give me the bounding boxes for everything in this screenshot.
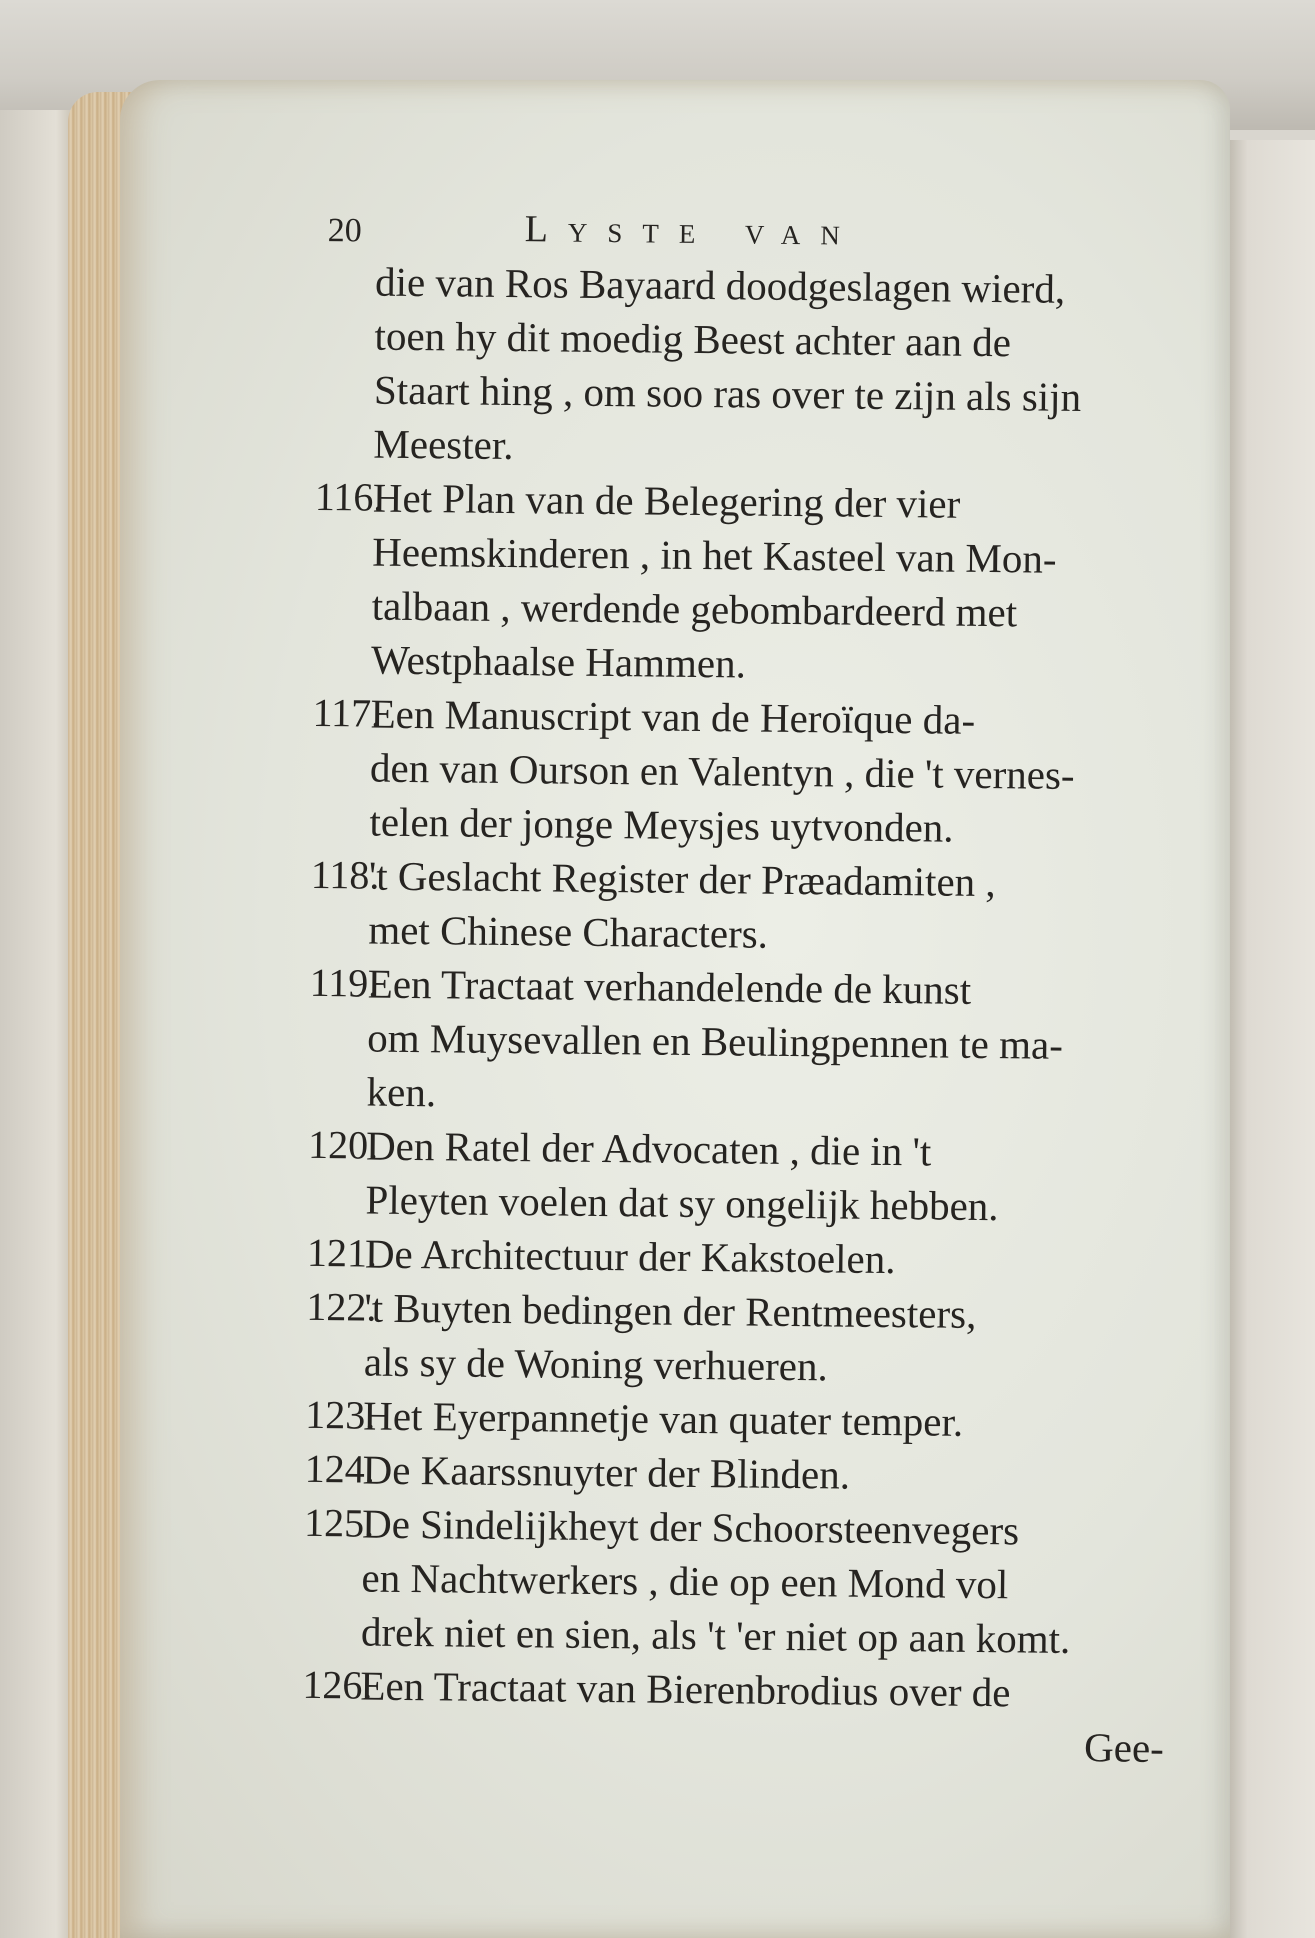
list-entry-121 xyxy=(306,1226,1190,1289)
list-entry-123 xyxy=(307,1388,1188,1451)
text-line: De Kaarssnuyter der Blinden. xyxy=(362,1446,851,1498)
text-line: die van Ros Bayaard doodgeslagen wierd, xyxy=(374,258,1066,312)
list-entry-116 xyxy=(315,470,1197,695)
text-line: toen hy dit moedig Beest achter aan de xyxy=(374,312,1012,366)
list-entry-125 xyxy=(305,1496,1187,1667)
list-entry-118 xyxy=(312,848,1193,965)
entry-number: 124. xyxy=(304,1445,375,1492)
text-line: Een Tractaat verhandelende de kunst xyxy=(367,960,972,1013)
entry-number: 122. xyxy=(306,1283,377,1330)
list-entry-119 xyxy=(310,956,1192,1127)
text-line: De Sindelijkheyt der Schoorsteenvegers xyxy=(361,1500,1020,1554)
text-line: telen der jonge Meysjes uytvonden. xyxy=(369,798,954,851)
entry-number: 116. xyxy=(314,473,384,520)
list-entry-117 xyxy=(313,686,1195,857)
text-line: Een Tractaat van Bierenbrodius over de xyxy=(360,1662,1011,1716)
catchword: Gee- xyxy=(1083,1724,1165,1771)
entry-number: 118. xyxy=(310,851,380,898)
text-line: Den Ratel der Advocaten , die in 't xyxy=(365,1122,932,1175)
text-line: om Muysevallen en Beulingpennen te ma- xyxy=(366,1014,1064,1068)
entry-number: 126. xyxy=(302,1661,373,1708)
facing-page-edge xyxy=(1225,140,1315,1938)
text-line: Meester. xyxy=(373,420,514,469)
text-line: en Nachtwerkers , die op een Mond vol xyxy=(361,1554,1009,1608)
text-line: Het Eyerpannetje van quater temper. xyxy=(363,1392,964,1445)
text-line: Heemskinderen , in het Kasteel van Mon- xyxy=(372,528,1057,582)
list-entry-126 xyxy=(304,1658,1185,1721)
text-line: De Architectuur der Kakstoelen. xyxy=(364,1230,896,1283)
text-line: talbaan , werdende gebombardeerd met xyxy=(371,582,1018,636)
text-line: Staart hing , om soo ras over te zijn als sijn xyxy=(373,366,1082,420)
entry-number: 120. xyxy=(307,1121,379,1168)
text-line: 't Geslacht Register der Præadamiten , xyxy=(368,852,996,906)
text-line: Westphaalse Hammen. xyxy=(370,636,747,687)
list-entry-124 xyxy=(306,1442,1187,1505)
entry-number: 125. xyxy=(303,1499,375,1546)
text-line: met Chinese Characters. xyxy=(368,906,769,957)
list-entry-122 xyxy=(308,1280,1189,1397)
entry-number: 123. xyxy=(305,1391,376,1438)
text-line: den van Ourson en Valentyn , die 't vernes- xyxy=(369,744,1075,798)
page-number: 20 xyxy=(327,212,362,250)
text-line: 't Buyten bedingen der Rentmeesters, xyxy=(364,1284,977,1337)
text-line: Pleyten voelen dat sy ongelijk hebben. xyxy=(365,1176,999,1230)
text-line: drek niet en sien, als 't 'er niet op aan komt. xyxy=(360,1608,1071,1662)
text-line: Een Manuscript van de Heroïque da- xyxy=(370,690,976,743)
text-line: ken. xyxy=(366,1068,437,1116)
entry-number: 119. xyxy=(309,959,379,1006)
entry-number: 117. xyxy=(312,689,382,736)
page-text xyxy=(304,200,1200,1775)
continuation-paragraph xyxy=(317,254,1199,479)
page-header xyxy=(319,200,1200,263)
text-line: als sy de Woning verhueren. xyxy=(363,1338,828,1390)
running-title: Lyste van xyxy=(524,208,861,254)
list-entry-120 xyxy=(309,1118,1190,1235)
entry-number: 121. xyxy=(306,1229,378,1276)
text-line: Het Plan van de Belegering der vier xyxy=(372,474,961,527)
